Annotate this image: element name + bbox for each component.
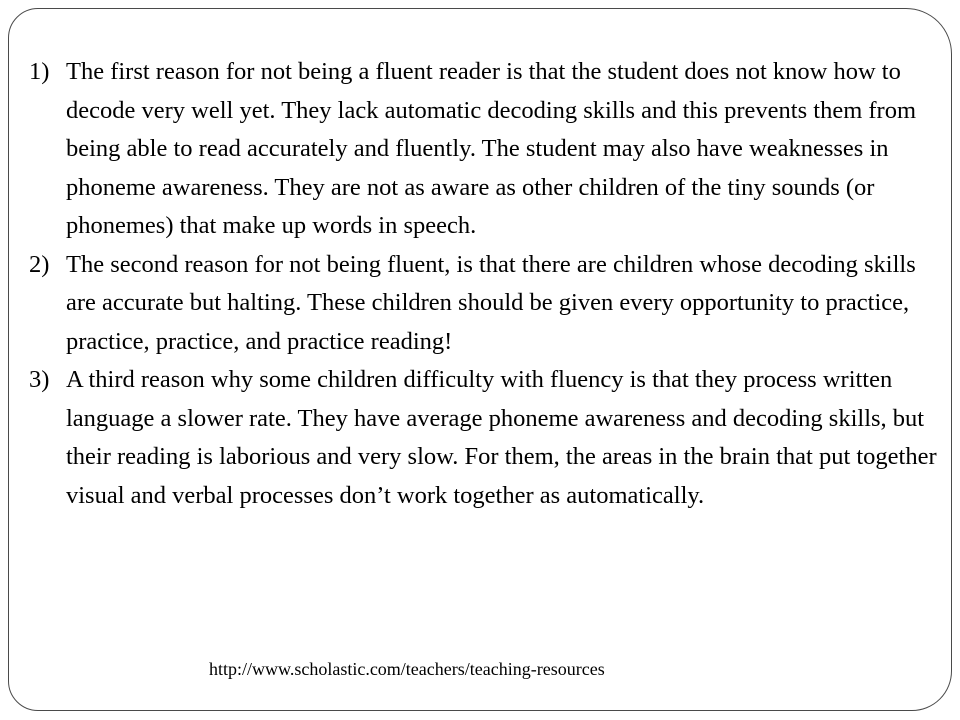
list-item-text: A third reason why some children difficulty with fluency is that they process written language a slower rate. They have average phoneme awareness and decoding skills, but their reading is laborious and very slow. For them, the areas in the brain that put together visual and verbal processes don’t work together as automatically. — [66, 366, 937, 509]
reasons-list — [29, 53, 947, 515]
list-item — [29, 53, 947, 246]
list-item-number: 2) — [29, 250, 50, 278]
list-item-text: The first reason for not being a fluent reader is that the student does not know how to decode very well yet. They lack automatic decoding skills and this prevents them from being able to read accurately and fluently. The student may also have weaknesses in phoneme awareness. They are not as aware as other children of the tiny sounds (or phonemes) that make up words in speech. — [66, 58, 916, 239]
list-item-number: 3) — [29, 366, 50, 393]
list-item — [29, 246, 947, 362]
list-item-number: 1) — [29, 58, 50, 85]
list-item-text: The second reason for not being fluent, is that there are children whose decoding skills are accurate but halting. These children should be given every opportunity to practice, practice, practice, and practice reading! — [66, 250, 916, 355]
source-url: http://www.scholastic.com/teachers/teaching-resources — [209, 659, 605, 679]
slide-frame — [8, 8, 952, 711]
list-item — [29, 361, 947, 515]
